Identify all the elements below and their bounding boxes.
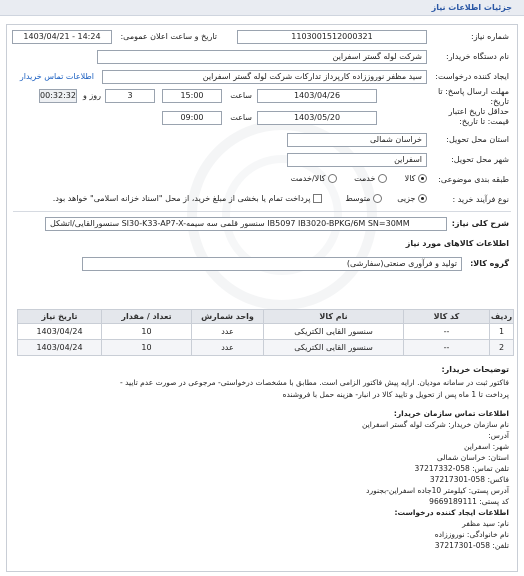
category-option-both[interactable]: کالا/خدمت (291, 174, 337, 183)
details-panel (6, 24, 518, 572)
cell-row: 1 (490, 324, 514, 340)
validity-time-field: 09:00 (162, 111, 222, 125)
org-contact-title: اطلاعات تماس سازمان خریدار: (393, 409, 509, 418)
purchase-type-label: نوع فرآیند خرید : (452, 195, 509, 204)
cell-date: 1403/04/24 (18, 324, 102, 340)
table-row (18, 340, 514, 356)
notes-line-1: فاکتور ثبت در سامانه مودیان. ارایه پیش فاکتور الزامی است. مطابق با مشخصات درخواستی- مرجوعی در صورت عدم تایید - (120, 378, 509, 387)
table-row (18, 324, 514, 340)
org-name: نام سازمان خریدار: شرکت لوله گستر اسفراین (361, 420, 509, 429)
validity-time-label: ساعت (230, 113, 252, 122)
deadline-date-field: 1403/04/26 (257, 89, 377, 103)
cell-code: -- (404, 324, 490, 340)
creator-last-name: نام خانوادگی: نوروززاده (434, 530, 509, 539)
category-option-service[interactable]: خدمت (354, 174, 387, 183)
city-field: اسفراین (287, 153, 427, 167)
need-number-label: شماره نیاز: (471, 32, 509, 41)
col-qty: تعداد / مقدار (102, 310, 192, 324)
cell-code: -- (404, 340, 490, 356)
org-postal-address: آدرس پستی: کیلومتر 10جاده اسفراین-بجنورد (366, 486, 509, 495)
buyer-name-label: نام دستگاه خریدار: (446, 52, 509, 61)
cell-qty: 10 (102, 340, 192, 356)
radio-icon (328, 174, 337, 183)
buyer-contact-link[interactable]: اطلاعات تماس خریدار (19, 72, 94, 81)
goods-group-label: گروه کالا: (470, 259, 509, 268)
col-code: کد کالا (404, 310, 490, 324)
province-label: استان محل تحویل: (446, 135, 509, 144)
announce-field: 1403/04/21 - 14:24 (12, 30, 112, 44)
cell-name: سنسور القایی الکتریکی (264, 324, 404, 340)
table-header-row (18, 310, 514, 324)
buyer-name-field: شرکت لوله گستر اسفراین (97, 50, 427, 64)
org-address-label: آدرس: (488, 431, 509, 440)
purchase-option-minor[interactable]: جزیی (397, 194, 427, 203)
goods-group-field: تولید و فرآوری صنعتی(سفارشی) (82, 257, 462, 271)
col-name: نام کالا (264, 310, 404, 324)
category-label: طبقه بندی موضوعی: (438, 175, 509, 184)
deadline-time-label: ساعت (230, 91, 252, 100)
days-label: روز و (83, 91, 101, 100)
org-province: استان: خراسان شمالی (436, 453, 509, 462)
col-date: تاریخ نیاز (18, 310, 102, 324)
radio-icon (418, 174, 427, 183)
checkbox-icon (313, 194, 322, 203)
summary-field: سنسورالقایی/اتشکل SI30-K33-AP7-X-سنسور قلمی سه سیمه IB5097 IB3020-BPKG/6M SN=30MM (45, 217, 447, 231)
page-header (0, 0, 524, 16)
cell-unit: عدد (192, 340, 264, 356)
purchase-option-medium[interactable]: متوسط (345, 194, 382, 203)
city-label: شهر محل تحویل: (451, 155, 509, 164)
province-field: خراسان شمالی (287, 133, 427, 147)
deadline-time-field: 15:00 (162, 89, 222, 103)
cell-name: سنسور القایی الکتریکی (264, 340, 404, 356)
page-title: جزئیات اطلاعات نیاز (431, 3, 512, 12)
cell-date: 1403/04/24 (18, 340, 102, 356)
cell-qty: 10 (102, 324, 192, 340)
announce-label: تاریخ و ساعت اعلان عمومی: (120, 32, 217, 41)
col-unit: واحد شمارش (192, 310, 264, 324)
category-option-goods[interactable]: کالا (405, 174, 427, 183)
creator-contact-title: اطلاعات ایجاد کننده درخواست: (394, 508, 509, 517)
creator-field: سید مظفر نوروززاده کارپرداز تدارکات شرکت لوله گستر اسفراین (102, 70, 427, 84)
summary-label: شرح کلی نیاز: (451, 219, 509, 228)
notes-label: توضیحات خریدار: (441, 365, 509, 374)
col-row: ردیف (490, 310, 514, 324)
validity-date-field: 1403/05/20 (257, 111, 377, 125)
treasury-payment-checkbox[interactable]: پرداخت تمام یا بخشی از مبلغ خرید، از محل "اسناد خزانه اسلامی" خواهد بود. (53, 194, 322, 203)
divider (13, 211, 511, 212)
remaining-time-field: 00:32:32 (39, 89, 77, 103)
need-number-field: 1103001512000321 (237, 30, 427, 44)
deadline-label: مهلت ارسال پاسخ: تا تاریخ: (437, 87, 509, 106)
radio-icon (378, 174, 387, 183)
cell-unit: عدد (192, 324, 264, 340)
cell-row: 2 (490, 340, 514, 356)
creator-first-name: نام: سید مظفر (462, 519, 509, 528)
goods-section-title: اطلاعات کالاهای مورد نیاز (405, 239, 509, 248)
org-phone: تلفن تماس: 058-37217332 (414, 464, 509, 473)
org-fax: فاکس: 058-37217301 (429, 475, 509, 484)
notes-line-2: پرداخت تا 1 ماه پس از تحویل و تایید کالا در انبار- هزینه حمل با فروشنده (282, 390, 509, 399)
days-field: 3 (105, 89, 155, 103)
org-postal-code: کد پستی: 9669189111 (429, 497, 509, 506)
org-city: شهر: اسفراین (464, 442, 509, 451)
radio-icon (373, 194, 382, 203)
creator-label: ایجاد کننده درخواست: (435, 72, 509, 81)
creator-phone: تلفن: 058-37217301 (434, 541, 509, 550)
validity-label: حداقل تاریخ اعتبار قیمت: تا تاریخ: (448, 107, 509, 126)
notes-text (13, 377, 509, 403)
radio-icon (418, 194, 427, 203)
goods-table (17, 309, 514, 356)
